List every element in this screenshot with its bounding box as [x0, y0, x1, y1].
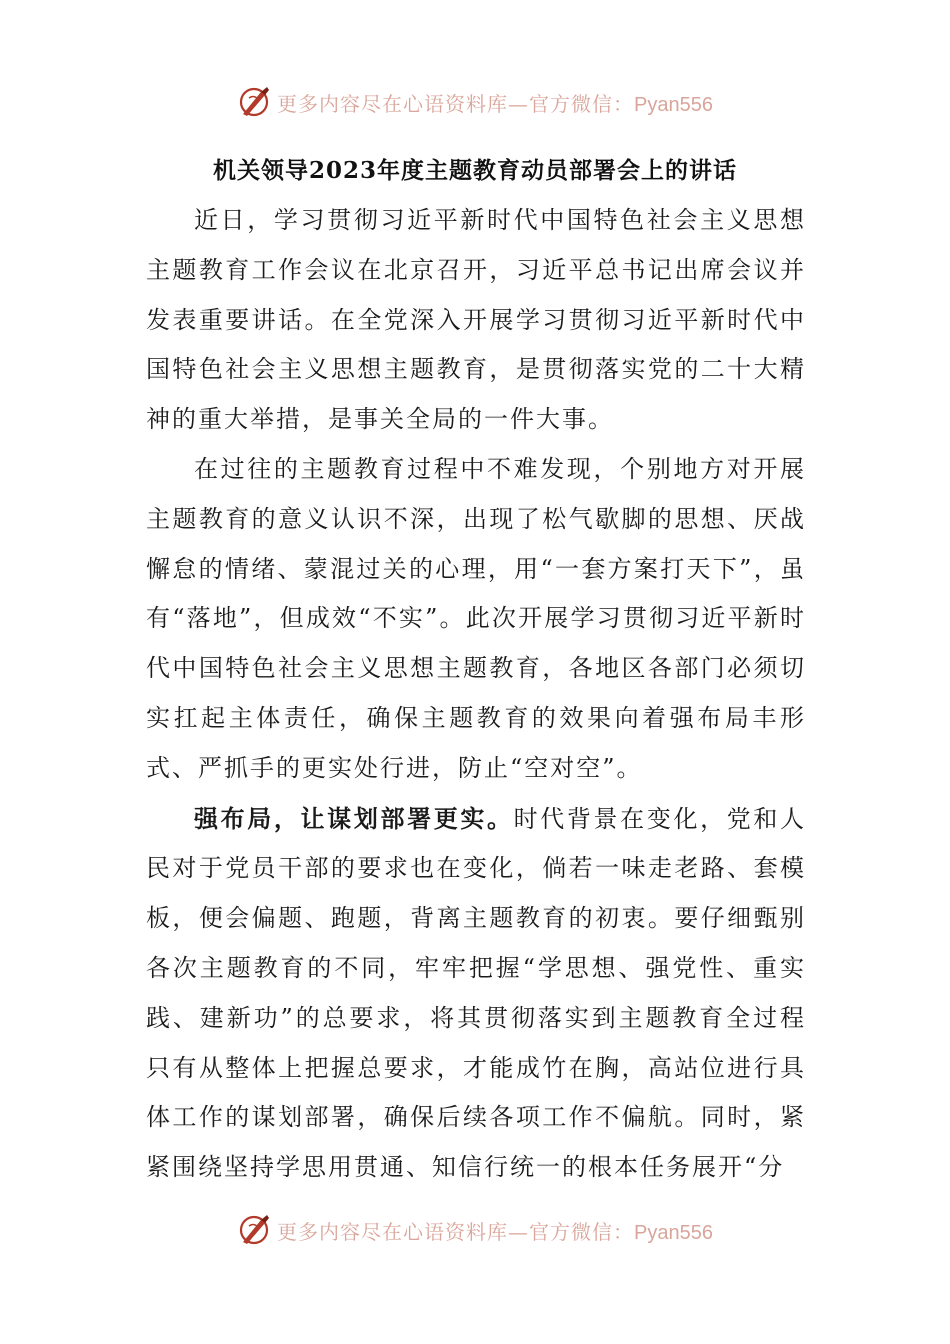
paragraph-text: 时代背景在变化，党和人民对于党员干部的要求也在变化，倘若一味走老路、套模板，便会偏题、跑题，背离主题教育的初衷。要仔细甄别各次主题教育的不同，牢牢把握“学思想、强党性、重实践、建新功”的总要求，将其贯彻落实到主题教育全过程只有从整体上把握总要求，才能成竹在胸，高站位进行具体工作的谋划部署，确保后续各项工作不偏航。同时，紧紧围绕坚持学思用贯通、知信行统一的根本任务展开“分: [146, 804, 807, 1182]
watermark-footer: [0, 1210, 950, 1250]
watermark-text: [277, 1216, 713, 1245]
paragraph: [146, 196, 806, 445]
document-title: 机关领导2023年度主题教育动员部署会上的讲话: [212, 157, 737, 184]
watermark-text-cn: 更多内容尽在心语资料库—官方微信：: [277, 91, 635, 116]
pen-circle-logo-icon: [237, 84, 273, 120]
paragraph-lead-heading: 强布局，让谋划部署更实。: [194, 803, 514, 833]
paragraph: [146, 445, 806, 794]
watermark-wechat-id: Pyan556: [634, 1221, 713, 1244]
pen-circle-logo-icon: [237, 1212, 273, 1248]
watermark-text: [277, 88, 713, 117]
document-body: [146, 196, 806, 1193]
watermark-wechat-id: Pyan556: [634, 93, 713, 116]
paragraph-text: 在过往的主题教育过程中不难发现，个别地方对开展主题教育的意义认识不深，出现了松气歇脚的思想、厌战懈怠的情绪、蒙混过关的心理，用“一套方案打天下”，虽有“落地”，但成效“不实”。此次开展学习贯彻习近平新时代中国特色社会主义思想主题教育，各地区各部门必须切实扛起主体责任，确保主题教育的效果向着强布局丰形式、严抓手的更实处行进，防止“空对空”。: [146, 454, 806, 782]
paragraph: [146, 794, 806, 1193]
paragraph-text: 近日，学习贯彻习近平新时代中国特色社会主义思想主题教育工作会议在北京召开，习近平总书记出席会议并发表重要讲话。在全党深入开展学习贯彻习近平新时代中国特色社会主义思想主题教育，是贯彻落实党的二十大精神的重大举措，是事关全局的一件大事。: [146, 206, 806, 434]
watermark-header: [0, 82, 950, 122]
watermark-text-cn: 更多内容尽在心语资料库—官方微信：: [277, 1219, 635, 1244]
